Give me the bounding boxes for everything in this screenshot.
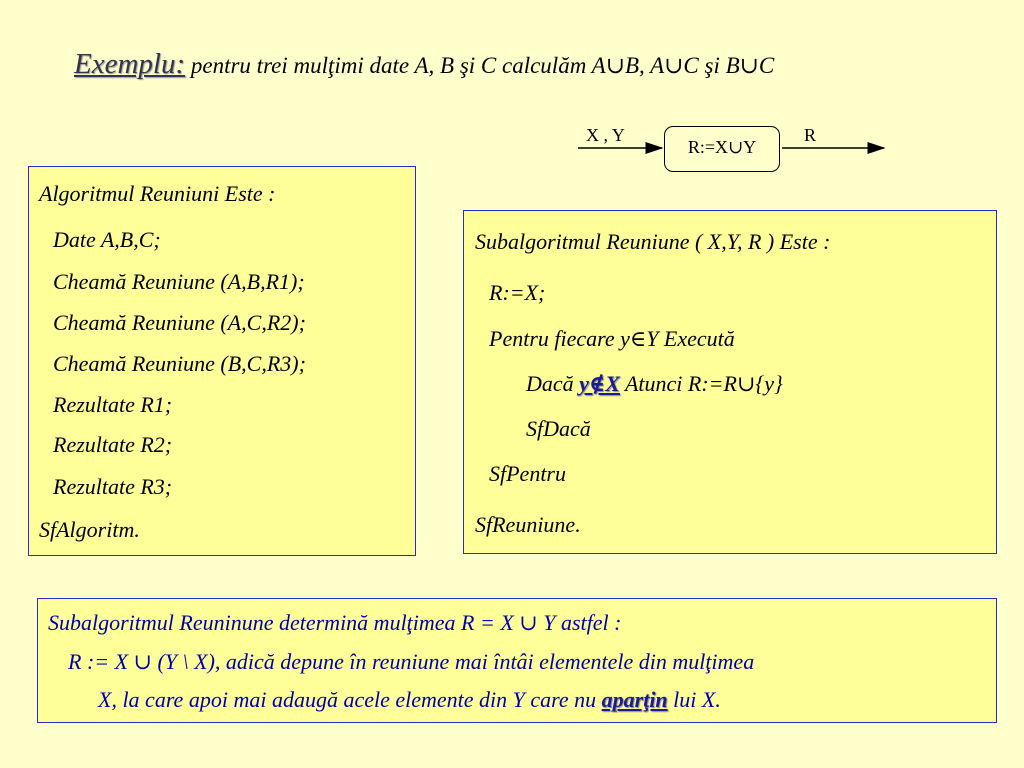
subalgorithm-endfor: SfPentru: [489, 461, 566, 486]
subalgorithm-assign: R:=X;: [489, 280, 546, 305]
diagram-process-box: R:=X∪Y: [664, 126, 780, 172]
diagram-output-label: R: [804, 125, 817, 145]
explanation-line-2: R := X ∪ (Y \ X), adică depune în reuniune mai întâi elementele din mulţimea: [68, 649, 755, 674]
algorithm-line: Cheamă Reuniune (B,C,R3);: [53, 351, 306, 376]
title-lead: Exemplu:: [74, 48, 186, 80]
emphasis-apartin: aparţin: [601, 687, 668, 712]
algorithm-line: Rezultate R1;: [53, 392, 173, 417]
algorithm-line: Rezultate R3;: [53, 474, 173, 499]
algorithm-line: Algoritmul Reuniuni Este :: [39, 181, 276, 206]
if-prefix: Dacă: [526, 371, 580, 396]
if-condition: y∉X: [579, 371, 620, 396]
diagram-inputs-label: X , Y: [586, 125, 625, 145]
explanation-line-3-suffix: lui X.: [667, 687, 721, 712]
algorithm-line: Cheamă Reuniune (A,C,R2);: [53, 310, 306, 335]
subalgorithm-end: SfReuniune.: [475, 512, 581, 537]
subalgorithm-box: [463, 210, 997, 554]
subalgorithm-if-line: [526, 371, 783, 397]
explanation-box: [37, 598, 997, 723]
algorithm-line: Rezultate R2;: [53, 432, 173, 457]
explanation-line-3-prefix: X, la care apoi mai adaugă acele elemente din Y care nu: [98, 687, 602, 712]
title-text: pentru trei mulţimi date A, B şi C calculăm A∪B, A∪C şi B∪C: [185, 53, 775, 78]
explanation-line-1: Subalgoritmul Reuninune determină mulţimea R = X ∪ Y astfel :: [48, 610, 622, 635]
algorithm-line: Date A,B,C;: [53, 227, 161, 252]
explanation-line-3: [98, 687, 721, 713]
subalgorithm-endif: SfDacă: [526, 416, 591, 441]
subalgorithm-header: Subalgoritmul Reuniune ( X,Y, R ) Este :: [475, 229, 831, 254]
subalgorithm-for-line: Pentru fiecare y∈Y Execută: [489, 326, 735, 351]
algorithm-line: Cheamă Reuniune (A,B,R1);: [53, 269, 305, 294]
algorithm-line: SfAlgoritm.: [39, 517, 140, 542]
algorithm-box: [28, 166, 416, 556]
if-suffix: Atunci R:=R∪{y}: [619, 371, 783, 396]
